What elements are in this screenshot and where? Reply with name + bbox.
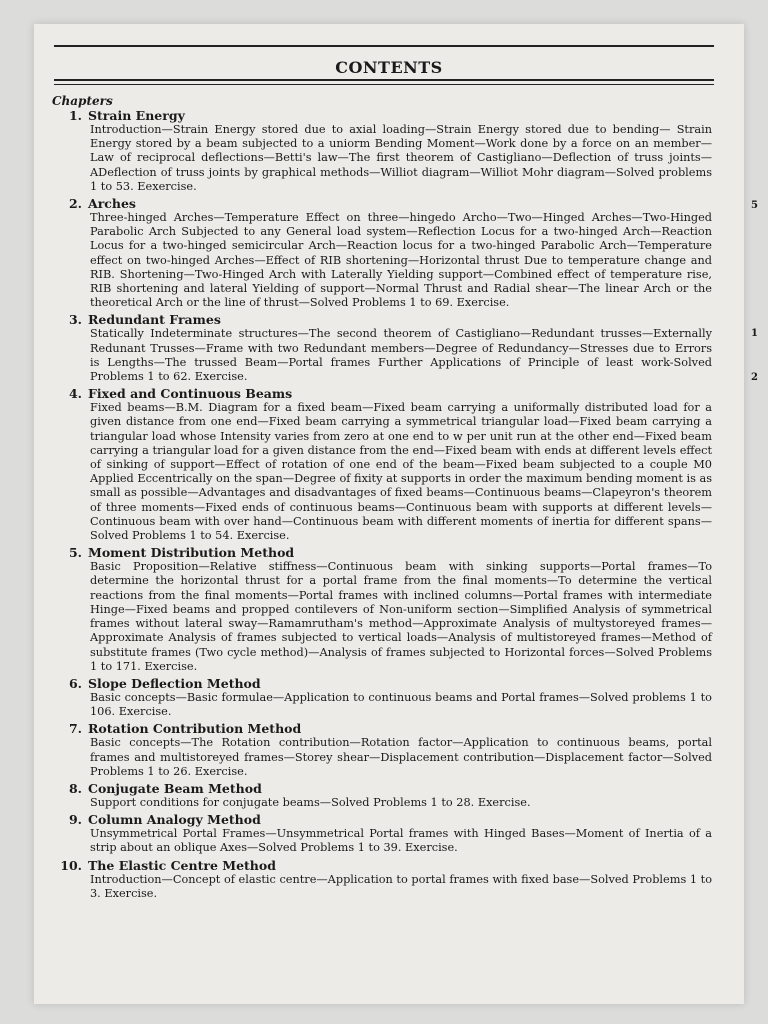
chapter-entry-6 bbox=[52, 676, 712, 719]
chapter-topics: Statically Indeterminate structures—The second theorem of Castigliano—Redundant trusses—Externally Redunant Trusses—Frame with two Redundant members—Degree of Redundancy—Stresses due to Errors is Lengths—The trussed Beam—Portal frames Further Applications of Principle of least work-Solved Problems 1 to 62. Exercise. bbox=[90, 327, 712, 384]
chapter-number: 7. bbox=[68, 721, 82, 737]
page-title: CONTENTS bbox=[335, 58, 443, 77]
chapter-entry-3 bbox=[52, 312, 712, 384]
chapters-label: Chapters bbox=[52, 94, 113, 108]
chapter-number: 10. bbox=[60, 857, 82, 873]
chapter-topics: Unsymmetrical Portal Frames—Unsymmetrical Portal frames with Hinged Bases—Moment of Inertia of a strip about an oblique Axes—Solved Problems 1 to 39. Exercise. bbox=[90, 827, 712, 855]
chapter-title: Arches bbox=[88, 196, 136, 212]
chapter-number: 6. bbox=[68, 675, 82, 691]
chapter-title: Column Analogy Method bbox=[88, 812, 261, 828]
chapter-title: Conjugate Beam Method bbox=[88, 780, 262, 796]
chapter-topics: Three-hinged Arches—Temperature Effect on three—hingedo Archo—Two—Hinged Arches—Two-Hinged Parabolic Arch Subjected to any General load system—Reflection Locus for a two-hinged Arch—Reaction Locus for a two-hinged semicircular Arch—Reaction locus for a two-hinged Parabolic Arch—Temperature effect on two-hinged Arches—Effect of RIB shortening—Horizontal thrust Due to temperature change and RIB. Shortening—Two-Hinged Arch with Laterally Yielding support—Combined effect of temperature rise, RIB shortening and lateral Yielding of support—Normal Thrust and Radial shear—The linear Arch or the theoretical Arch or the line of thrust—Solved Problems 1 to 69. Exercise. bbox=[90, 211, 712, 310]
chapter-title: Rotation Contribution Method bbox=[88, 721, 302, 737]
chapter-topics: Basic Proposition—Relative stiffness—Continuous beam with sinking supports—Portal frames—To determine the horizontal thrust for a portal frame from the final moments—To determine the vertical reactions from the final moments—Portal frames with inclined columns—Portal frames with intermediate Hinge—Fixed beams and propped contilevers of Non-uniform section—Simplified Analysis of symmetrical frames without lateral sway—Ramamrutham's method—Approximate Analysis of multystoreyed frames—Approximate Analysis of frames subjected to vertical loads—Analysis of multistoreyed frames—Method of substitute frames (Two cycle method)—Analysis of frames subjected to Horizontal forces—Solved Problems 1 to 171. Exercise. bbox=[90, 560, 712, 673]
chapter-list bbox=[52, 108, 758, 903]
chapter-number: 5. bbox=[68, 545, 82, 561]
top-rule bbox=[54, 45, 714, 47]
chapter-entry-9 bbox=[52, 812, 712, 855]
chapter-entry-7 bbox=[52, 721, 712, 779]
chapter-title: Redundant Frames bbox=[88, 312, 221, 328]
chapter-topics: Introduction—Concept of elastic centre—Application to portal frames with fixed base—Solved Problems 1 to 3. Exercise. bbox=[90, 872, 712, 900]
chapter-title: Moment Distribution Method bbox=[88, 545, 295, 561]
chapter-topics: Basic concepts—The Rotation contribution—Rotation factor—Application to continuous beams, portal frames and multistoreyed frames—Storey shear—Displacement contribution—Displacement factor—Solved Problems 1 to 26. Exercise. bbox=[90, 736, 712, 778]
chapter-title: Strain Energy bbox=[88, 108, 185, 123]
chapter-topics: Fixed beams—B.M. Diagram for a fixed beam—Fixed beam carrying a uniformally distributed load for a given distance from one end—Fixed beam carrying a symmetrical triangular load—Fixed beam carrying a triangular load whose Intensity varies from zero at one end to w per unit run at the other end—Fixed beam carrying a triangular load for a given distance from the end—Fixed beam with ends at different levels effect of sinking of support—Effect of rotation of one end of the beam—Fixed beam subjected to a couple M0 Applied Eccentrically on the span—Degree of fixity at supports in order the maximum bending moment is as small as possible—Advantages and disadvantages of fixed beams—Continuous beams—Clapeyron's theorem of three moments—Fixed ends of continuous beams—Continuous beam with supports at different levels—Continuous beam with over hand—Continuous beam with different moments of inertia for different spans—Solved Problems 1 to 54. Exercise. bbox=[90, 401, 712, 543]
chapter-number: 9. bbox=[68, 812, 82, 828]
chapter-title: Slope Deflection Method bbox=[88, 675, 261, 691]
chapter-page-number: 1 bbox=[751, 328, 758, 340]
chapter-title: The Elastic Centre Method bbox=[88, 857, 276, 873]
chapter-number: 4. bbox=[68, 386, 82, 402]
chapter-title: Fixed and Continuous Beams bbox=[88, 386, 293, 402]
chapter-number: 2. bbox=[68, 196, 82, 212]
chapter-number: 3. bbox=[68, 312, 82, 328]
chapter-page-number: 2 bbox=[751, 372, 758, 384]
chapter-topics: Support conditions for conjugate beams—Solved Problems 1 to 28. Exercise. bbox=[90, 795, 531, 809]
chapter-entry-10 bbox=[52, 858, 712, 901]
chapter-topics: Basic concepts—Basic formulae—Application to continuous beams and Portal frames—Solved problems 1 to 106. Exercise. bbox=[90, 690, 712, 719]
chapter-page-number: 5 bbox=[751, 200, 758, 211]
chapter-topics: Introduction—Strain Energy stored due to axial loading—Strain Energy stored due to bending— Strain Energy stored by a beam subjected to a uniorm Bending Moment—Work done by a force on an member—Law of reciprocal deflections—Betti's law—The first theorem of Castigliano—Deflection of truss joints—ADeflection of truss joints by graphical methods—Williot diagram—Williot Mohr diagram—Solved problems 1 to 53. Eexercise. bbox=[90, 123, 712, 193]
chapter-number: 1. bbox=[68, 108, 82, 123]
chapter-entry-8 bbox=[52, 781, 712, 810]
chapter-entry-5 bbox=[52, 545, 712, 674]
chapter-number: 8. bbox=[68, 780, 82, 796]
chapter-entry-4 bbox=[52, 372, 758, 543]
document-page bbox=[34, 24, 758, 1004]
title-double-rule bbox=[54, 79, 714, 85]
